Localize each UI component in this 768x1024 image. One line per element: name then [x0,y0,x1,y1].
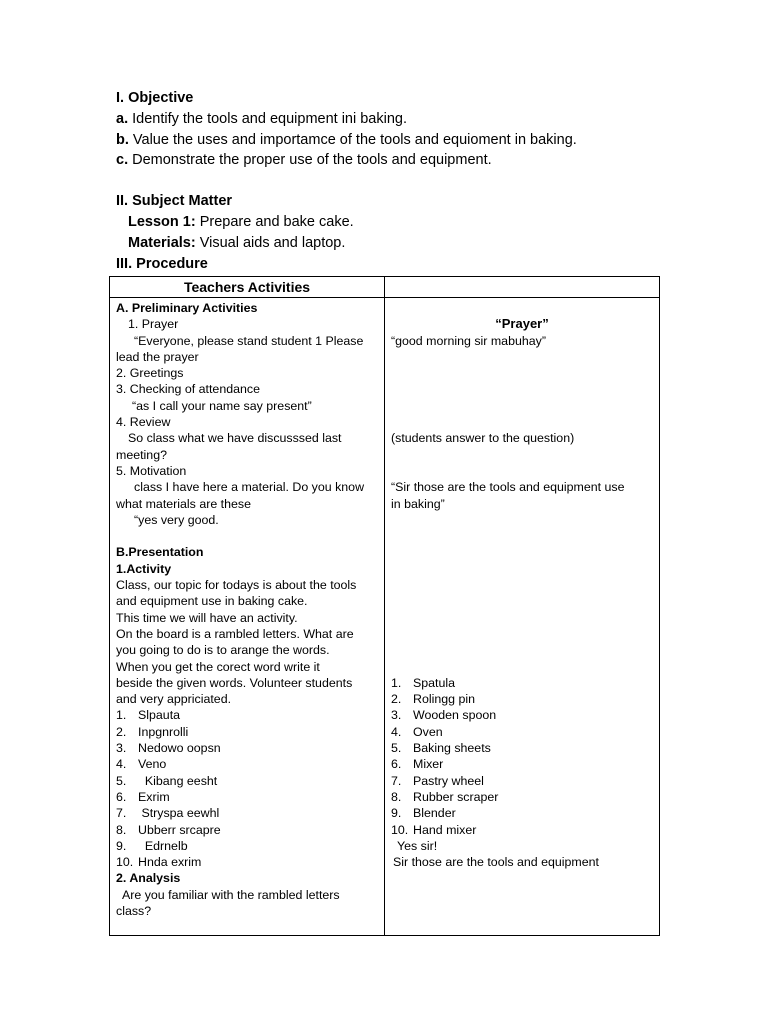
teachers-activities-header: Teachers Activities [110,277,385,298]
motivation-label: 5. Motivation [116,463,187,478]
scrambled-word-item: 10. Hnda exrim [116,855,202,870]
analysis-text-1: Are you familiar with the rambled letters [122,887,340,902]
activity-line: you going to do is to arange the words. [116,643,330,658]
scrambled-word-item: 7. Stryspa eewhl [116,806,220,821]
scrambled-word-item: 5. Kibang eesht [116,773,218,788]
answer-item: 6. Mixer [391,757,444,772]
objective-item-c: c. Demonstrate the proper use of the tools and equipment. [116,152,492,169]
motivation-reply-1: “Sir those are the tools and equipment use [391,480,625,495]
activity-line: When you get the corect word write it [116,659,320,674]
answer-item: 9. Blender [391,806,456,821]
objective-item-a: a. Identify the tools and equipment ini baking. [116,110,408,127]
scrambled-word-item: 3. Nedowo oopsn [116,741,221,756]
answer-item: 5. Baking sheets [391,741,491,756]
presentation-heading: B.Presentation [116,545,204,560]
subject-matter-heading: II. Subject Matter [116,193,233,210]
answer-item: 2. Rolingg pin [391,692,475,707]
motivation-text-1: class I have here a material. Do you know [134,480,365,495]
lesson-plan-header [116,88,661,274]
scrambled-word-item: 8. Ubberr srcapre [116,822,221,837]
review-label: 4. Review [116,415,171,430]
materials-line: Materials: Visual aids and laptop. [128,234,346,251]
review-reply: (students answer to the question) [391,431,575,446]
prayer-reply: “good morning sir mabuhay” [391,333,546,348]
answer-item: 3. Wooden spoon [391,708,497,723]
activity-line: beside the given words. Volunteer students [116,675,353,690]
scrambled-word-item: 1. Slpauta [116,708,181,723]
procedure-heading: III. Procedure [116,255,208,272]
prayer-text-1: “Everyone, please stand student 1 Please [134,333,364,348]
objective-item-b: b. Value the uses and importamce of the tools and equioment in baking. [116,131,577,148]
answer-item: 7. Pastry wheel [391,773,484,788]
greetings-label: 2. Greetings [116,366,184,381]
answer-item: 10. Hand mixer [391,822,477,837]
closing-reply: Sir those are the tools and equipment [393,855,599,870]
scrambled-word-item: 6. Exrim [116,789,170,804]
activity-line: On the board is a rambled letters. What are [116,626,354,641]
analysis-heading: 2. Analysis [116,871,181,886]
activity-line: Class, our topic for todays is about the tools [116,578,357,593]
student-column [385,298,660,936]
lesson-line: Lesson 1: Prepare and bake cake. [128,213,354,230]
prelim-heading: A. Preliminary Activities [116,301,258,315]
review-text-2: meeting? [116,447,167,462]
activity-line: This time we will have an activity. [116,610,298,625]
motivation-text-2: what materials are these [116,496,251,511]
scrambled-word-item: 2. Inpgnrolli [116,724,189,739]
answer-item: 8. Rubber scraper [391,789,499,804]
students-activities-header [385,277,660,298]
attendance-label: 3. Checking of attendance [116,382,260,397]
answer-item: 4. Oven [391,724,443,739]
attendance-text: “as I call your name say present” [132,398,312,413]
yes-sir-reply: Yes sir! [397,838,438,853]
motivation-reply-2: in baking” [391,496,445,511]
teacher-column [110,298,385,936]
prayer-title: “Prayer” [495,316,549,332]
table-header-row [110,277,660,298]
motivation-text-3: “yes very good. [134,512,219,527]
scrambled-word-item: 4. Veno [116,757,167,772]
procedure-table [109,276,660,936]
activity-heading: 1.Activity [116,561,172,576]
activity-line: and very appriciated. [116,692,232,707]
answer-item: 1. Spatula [391,675,456,690]
activity-line: and equipment use in baking cake. [116,594,308,609]
analysis-text-2: class? [116,903,152,918]
table-body-row [110,298,660,936]
prayer-label: 1. Prayer [128,317,179,332]
scrambled-word-item: 9. Edrnelb [116,838,188,853]
prayer-text-2: lead the prayer [116,349,199,364]
objective-heading: I. Objective [116,90,194,106]
review-text-1: So class what we have discusssed last [128,431,342,446]
